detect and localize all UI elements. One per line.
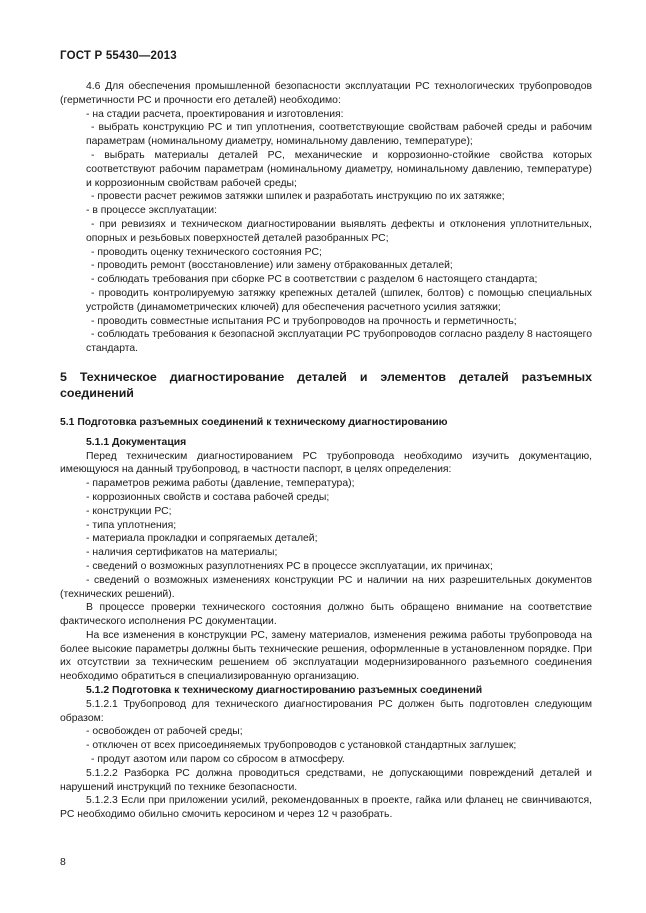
list-item: - проводить ремонт (восстановление) или замену отбракованных деталей;	[91, 260, 453, 272]
paragraph-5-1-1-p3: На все изменения в конструкции РС, замену материалов, изменения режима работы трубопровода на более высокие параметры должны быть технические решения, оформленные в установленном порядке. При их отсутствии за техническим решением об эксплуатации модернизированного разъемного соединения необходимо обратиться в специализированную организацию.	[60, 629, 592, 683]
list-item: - сведений о возможных разуплотнениях РС в процессе эксплуатации, их причинах;	[86, 560, 493, 572]
list-item: - сведений о возможных изменениях конструкции РС и наличии на них разрешительных документов (технических решений).	[60, 574, 592, 600]
list-item: - продут азотом или паром со сбросом в атмосферу.	[91, 754, 345, 766]
list-item: - параметров режима работы (давление, температура);	[86, 478, 355, 490]
list-item: - освобожден от рабочей среды;	[86, 726, 243, 738]
list-item: - отключен от всех присоединяемых трубопроводов с установкой стандартных заглушек;	[86, 740, 517, 752]
list-item: - провести расчет режимов затяжки шпилек и разработать инструкцию по их затяжке;	[91, 191, 505, 203]
list-item: - соблюдать требования при сборке РС в соответствии с разделом 6 настоящего стандарта;	[91, 274, 538, 286]
stage-operation: - в процессе эксплуатации:	[86, 205, 217, 217]
paragraph-5-1-2-3: 5.1.2.3 Если при приложении усилий, рекомендованных в проекте, гайка или фланец не свинчиваются, РС необходимо обильно смочить керосином и через 12 ч разобрать.	[60, 795, 592, 821]
paragraph-5-1-1-p2: В процессе проверки технического состояния должно быть обращено внимание на соответствие фактического исполнения РС документации.	[60, 602, 592, 628]
list-item: - типа уплотнения;	[86, 519, 177, 531]
list-item: - при ревизиях и техническом диагностировании выявлять дефекты и отклонения уплотнительных, опорных и резьбовых поверхностей деталей разобранных РС;	[86, 218, 592, 244]
list-item: - наличия сертификатов на материалы;	[86, 547, 278, 559]
list-item: - выбрать материалы деталей РС, механические и коррозионно-стойкие свойства которых соответствуют рабочим параметрам (номинальному диаметру, номинальному давлению, температуре) и коррозионным свойствам рабочей среды;	[86, 149, 592, 189]
list-item: - соблюдать требования к безопасной эксплуатации РС трубопроводов согласно разделу 8 настоящего стандарта.	[86, 329, 592, 355]
list-item: - проводить совместные испытания РС и трубопроводов на прочность и герметичность;	[91, 315, 517, 327]
list-item: - материала прокладки и сопрягаемых деталей;	[86, 533, 318, 545]
page-number: 8	[60, 857, 66, 868]
list-item: - проводить контролируемую затяжку крепежных деталей (шпилек, болтов) с помощью специальных устройств (динамометрических ключей) для обеспечения расчетного усилия затяжки;	[86, 287, 592, 313]
list-item: - выбрать конструкцию РС и тип уплотнения, соответствующие свойствам рабочей среды и рабочим параметрам (номинальному диаметру, номинальному давлению, температуре);	[86, 122, 592, 148]
section-5-1-2-title: 5.1.2 Подготовка к техническому диагностированию разъемных соединений	[86, 685, 483, 697]
page-content	[60, 80, 592, 822]
standard-header: ГОСТ Р 55430—2013	[60, 50, 177, 62]
paragraph-5-1-2-1: 5.1.2.1 Трубопровод для технического диагностирования РС должен быть подготовлен следующим образом:	[60, 698, 592, 724]
list-item: - конструкции РС;	[86, 505, 172, 517]
section-5-title: 5 Техническое диагностирование деталей и элементов деталей разъемных соединений	[60, 369, 592, 400]
paragraph-5-1-2-2: 5.1.2.2 Разборка РС должна проводиться средствами, не допускающими повреждений деталей и нарушений инструкций по технике безопасности.	[60, 767, 592, 793]
paragraph-4-6: 4.6 Для обеспечения промышленной безопасности эксплуатации РС технологических трубопроводов (герметичности РС и прочности его деталей) необходимо:	[60, 81, 592, 106]
list-item: - коррозионных свойств и состава рабочей среды;	[86, 491, 330, 503]
paragraph-5-1-1-intro: Перед техническим диагностированием РС трубопровода необходимо изучить документацию, имеющуюся на данный трубопровод, в частности паспорт, в целях определения:	[60, 450, 592, 476]
stage-design: - на стадии расчета, проектирования и изготовления:	[86, 108, 344, 120]
section-5-1-title: 5.1 Подготовка разъемных соединений к техническому диагностированию	[60, 416, 448, 428]
section-5-1-1-title: 5.1.1 Документация	[86, 436, 187, 448]
list-item: - проводить оценку технического состояния РС;	[91, 246, 322, 258]
